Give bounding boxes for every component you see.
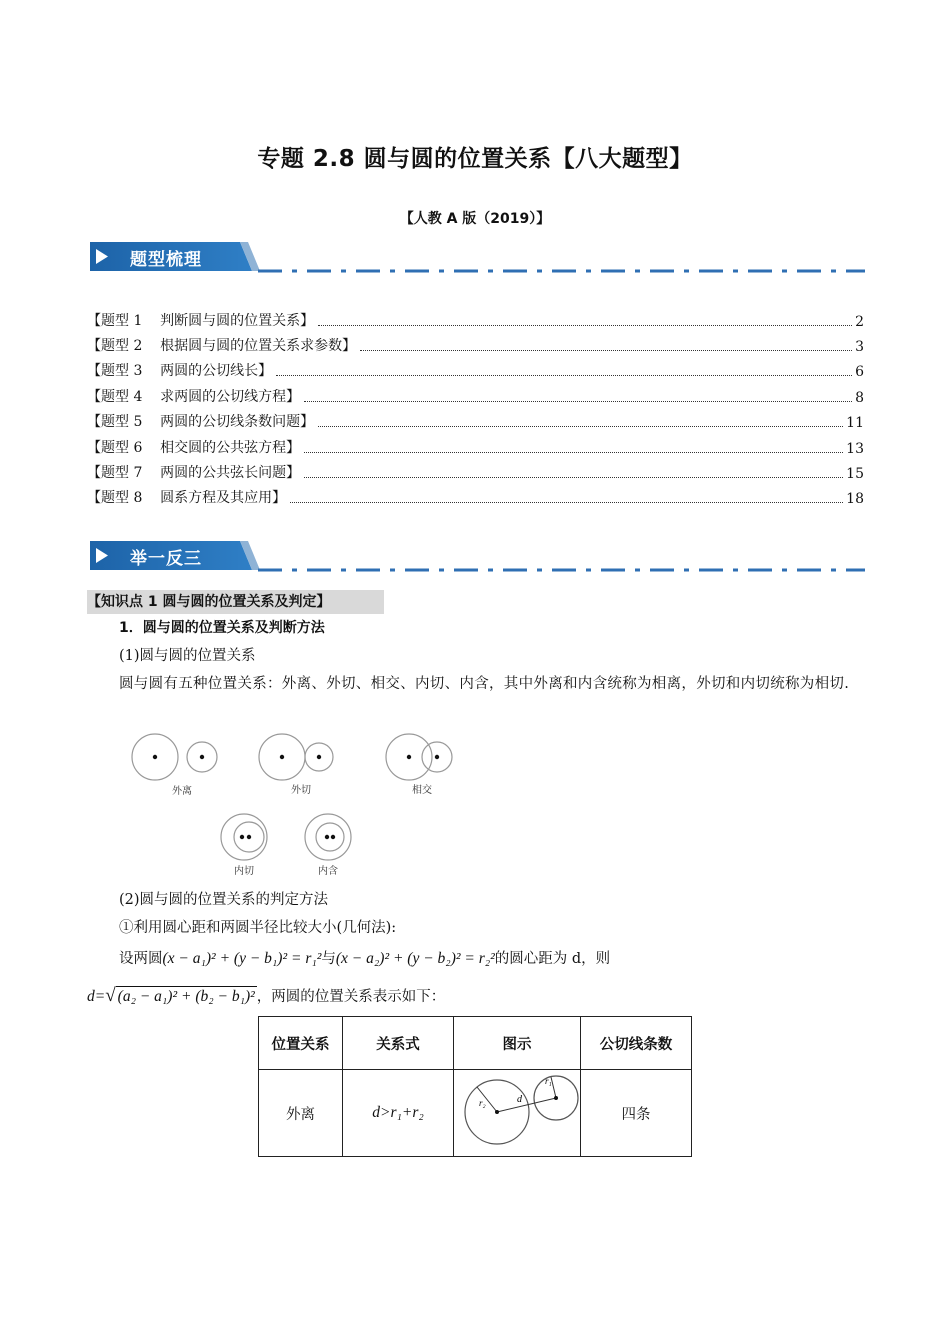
circle-relations-figure [125, 726, 465, 884]
toc-entry-5[interactable] [87, 411, 864, 431]
toc-text: 圆系方程及其应用】 [160, 490, 287, 506]
separate-circles-diagram [455, 1070, 579, 1152]
toc-leader [318, 426, 843, 427]
toc-page: 8 [855, 390, 864, 406]
page-subtitle: 【人教 A 版（2019）】 [399, 211, 551, 227]
header-figure: 图示 [454, 1017, 581, 1070]
section-heading: 1．圆与圆的位置关系及判断方法 [119, 620, 325, 636]
toc-page: 13 [846, 441, 864, 457]
toc-leader [304, 452, 843, 453]
header-count: 公切线条数 [581, 1017, 692, 1070]
header-relation: 位置关系 [259, 1017, 343, 1070]
toc-text: 判断圆与圆的位置关系】 [160, 313, 315, 329]
label-d: d [517, 1094, 522, 1105]
toc-leader [360, 350, 852, 351]
toc-entry-7[interactable] [87, 462, 864, 482]
toc-prefix: 【题型 2 [87, 338, 143, 354]
distance-radicand: (a₂ − a₁)² + (b₂ − b₁)² [117, 988, 255, 1005]
cell-formula: d>r₁+r₂ [343, 1070, 454, 1157]
toc-leader [276, 375, 852, 376]
toc-page: 3 [855, 339, 864, 355]
circle2-equation: (x − a₂)² + (y − b₂)² = r₂² [335, 950, 495, 967]
toc-text: 两圆的公共弦长问题】 [160, 465, 301, 481]
section-banner-examples [90, 539, 865, 575]
toc-entry-3[interactable] [87, 360, 864, 380]
cell-relation: 外离 [259, 1070, 343, 1157]
subheading-relations: (1)圆与圆的位置关系 [119, 648, 256, 664]
knowledge-point-label: 【知识点 1 圆与圆的位置关系及判定】 [87, 590, 384, 614]
toc-prefix: 【题型 7 [87, 465, 143, 481]
distance-lead: d= [87, 988, 106, 1005]
banner-label: 举一反三 [130, 549, 202, 569]
toc-page: 6 [855, 364, 864, 380]
header-formula: 关系式 [343, 1017, 454, 1070]
toc-prefix: 【题型 3 [87, 363, 143, 379]
distance-tail: ，两圆的位置关系表示如下： [256, 989, 446, 1005]
toc-page: 11 [846, 415, 864, 431]
toc-text: 两圆的公切线条数问题】 [160, 414, 315, 430]
banner-graphic [90, 240, 865, 276]
formula-line [119, 945, 896, 973]
section-banner-topics [90, 240, 865, 276]
toc-prefix: 【题型 8 [87, 490, 143, 506]
toc-text: 根据圆与圆的位置关系求参数】 [160, 338, 357, 354]
toc-entry-2[interactable] [87, 335, 864, 355]
banner-graphic [90, 539, 865, 575]
toc-text: 相交圆的公共弦方程】 [160, 440, 301, 456]
caption-separate: 外离 [172, 786, 192, 797]
toc-text: 求两圆的公切线方程】 [160, 389, 301, 405]
toc-page: 2 [855, 314, 864, 330]
label-r1: r₁ [545, 1076, 552, 1086]
table-row [259, 1070, 692, 1157]
circle1-equation: (x − a₁)² + (y − b₁)² = r₁² [162, 950, 322, 967]
toc-entry-6[interactable] [87, 437, 864, 457]
toc-leader [318, 325, 852, 326]
toc-entry-4[interactable] [87, 386, 864, 406]
formula-mid: 与 [321, 951, 336, 967]
toc-prefix: 【题型 6 [87, 440, 143, 456]
toc-prefix: 【题型 5 [87, 414, 143, 430]
toc-prefix: 【题型 1 [87, 313, 143, 329]
toc-leader [304, 477, 843, 478]
toc-entry-8[interactable] [87, 487, 864, 507]
label-r2: r₂ [479, 1098, 486, 1108]
toc-text: 两圆的公切线长】 [160, 363, 273, 379]
toc-entry-1[interactable] [87, 310, 864, 330]
subheading-methods: (2)圆与圆的位置关系的判定方法 [119, 892, 329, 908]
caption-intersect: 相交 [412, 785, 432, 796]
relation-table [258, 1016, 692, 1157]
caption-int-tangent: 内切 [234, 866, 254, 877]
toc-prefix: 【题型 4 [87, 389, 143, 405]
table-header-row [259, 1017, 692, 1070]
formula-lead: 设两圆 [119, 951, 163, 967]
method-geometric: ①利用圆心距和两圆半径比较大小(几何法): [119, 920, 397, 936]
toc-leader [290, 502, 843, 503]
paragraph-relations: 圆与圆有五种位置关系：外离、外切、相交、内切、内含，其中外离和内含统称为相离，外切和内切统称为相切. [119, 676, 850, 692]
toc-page: 18 [846, 491, 864, 507]
toc-page: 15 [846, 466, 864, 482]
caption-contain: 内含 [318, 866, 338, 877]
distance-line [87, 982, 864, 1011]
toc-leader [304, 401, 852, 402]
cell-count: 四条 [581, 1070, 692, 1157]
cell-figure [454, 1070, 581, 1157]
banner-label: 题型梳理 [130, 250, 202, 270]
page-title: 专题 2.8 圆与圆的位置关系【八大题型】 [257, 146, 693, 172]
caption-ext-tangent: 外切 [291, 785, 311, 796]
formula-tail: 的圆心距为 d，则 [494, 951, 611, 967]
sqrt-icon: √ [105, 985, 116, 1006]
